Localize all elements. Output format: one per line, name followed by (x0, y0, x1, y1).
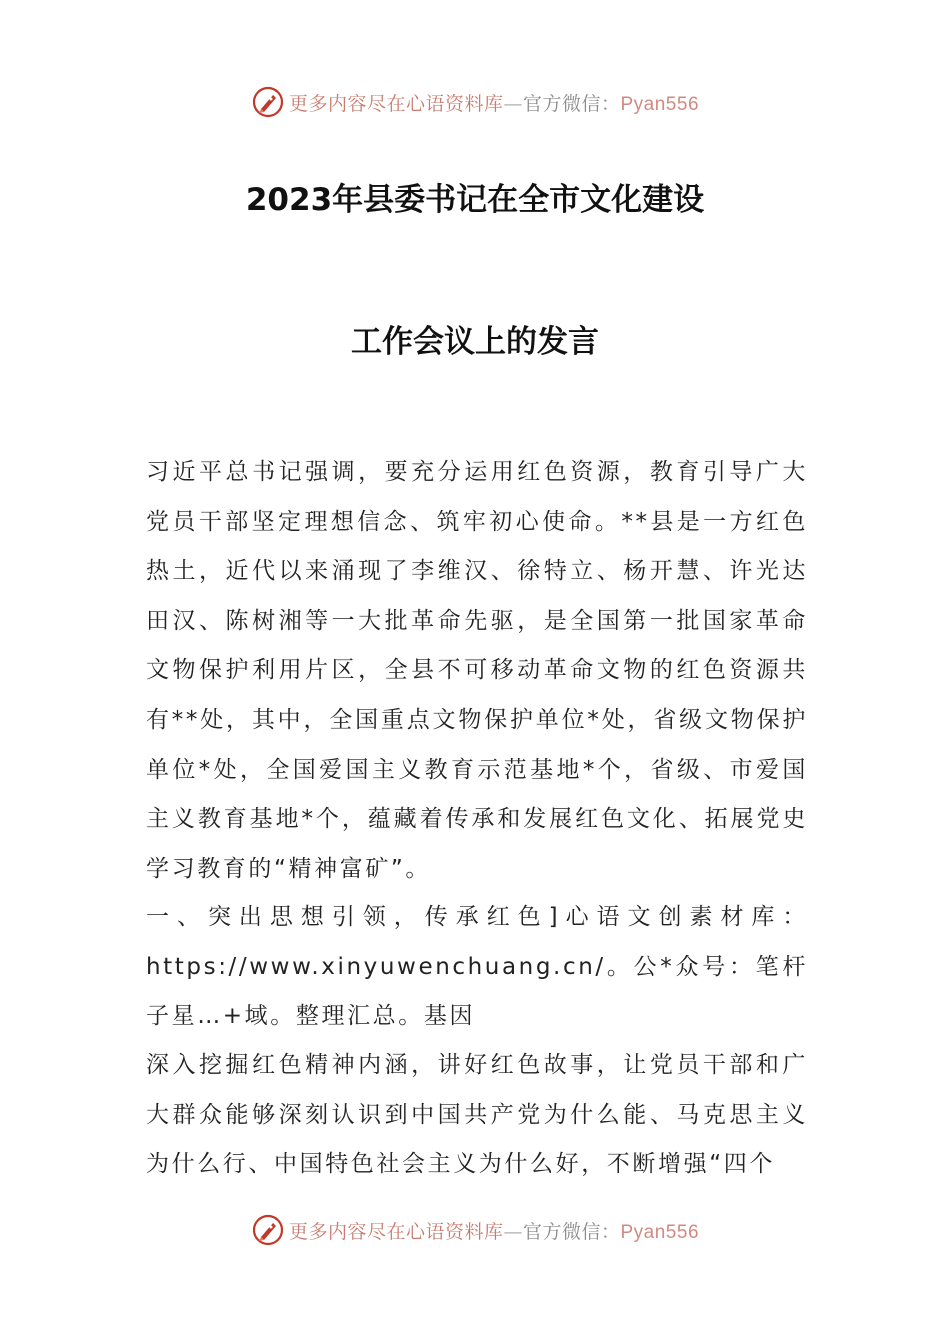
watermark-wechat-id: Pyan556 (620, 93, 700, 115)
watermark-wechat-label: 官方微信： (522, 92, 621, 115)
header-watermark (0, 82, 950, 122)
document-title-line-2: 工作会议上的发言 (351, 324, 599, 360)
footer-watermark (0, 1210, 950, 1250)
document-title-line-1: 2023年县委书记在全市文化建设 (245, 182, 705, 218)
body-paragraph-2: 一、突出思想引领，传承红色]心语文创素材库：https://www.xinyuwenchuang.cn/。公*众号：笔杆子星…+域。整理汇总。基因 (146, 904, 808, 1030)
watermark-wechat-label: 官方微信： (522, 1220, 621, 1243)
body-paragraph-3: 深入挖掘红色精神内涵，讲好红色故事，让党员干部和广大群众能够深刻认识到中国共产党为什么能、马克思主义为什么行、中国特色社会主义为什么好，不断增强“四个 (146, 1052, 808, 1178)
watermark-dash: — (503, 92, 523, 115)
pen-nib-logo-icon (251, 85, 285, 119)
watermark-main-text: 更多内容尽在心语资料库 (288, 1220, 504, 1243)
watermark-text (289, 1217, 699, 1244)
body-paragraph-1: 习近平总书记强调，要充分运用红色资源，教育引导广大党员干部坚定理想信念、筑牢初心使命。**县是一方红色热土，近代以来涌现了李维汉、徐特立、杨开慧、许光达田汉、陈树湘等一大批革命先驱，是全国第一批国家革命文物保护利用片区，全县不可移动革命文物的红色资源共有**处，其中，全国重点文物保护单位*处，省级文物保护单位*处，全国爱国主义教育示范基地*个，省级、市爱国主义教育基地*个，蕴藏着传承和发展红色文化、拓展党史学习教育的“精神富矿”。 (146, 459, 808, 882)
pen-nib-logo-icon (251, 1213, 285, 1247)
watermark-wechat-id: Pyan556 (620, 1221, 700, 1243)
watermark-dash: — (503, 1220, 523, 1243)
watermark-text (289, 89, 699, 116)
watermark-main-text: 更多内容尽在心语资料库 (288, 92, 504, 115)
